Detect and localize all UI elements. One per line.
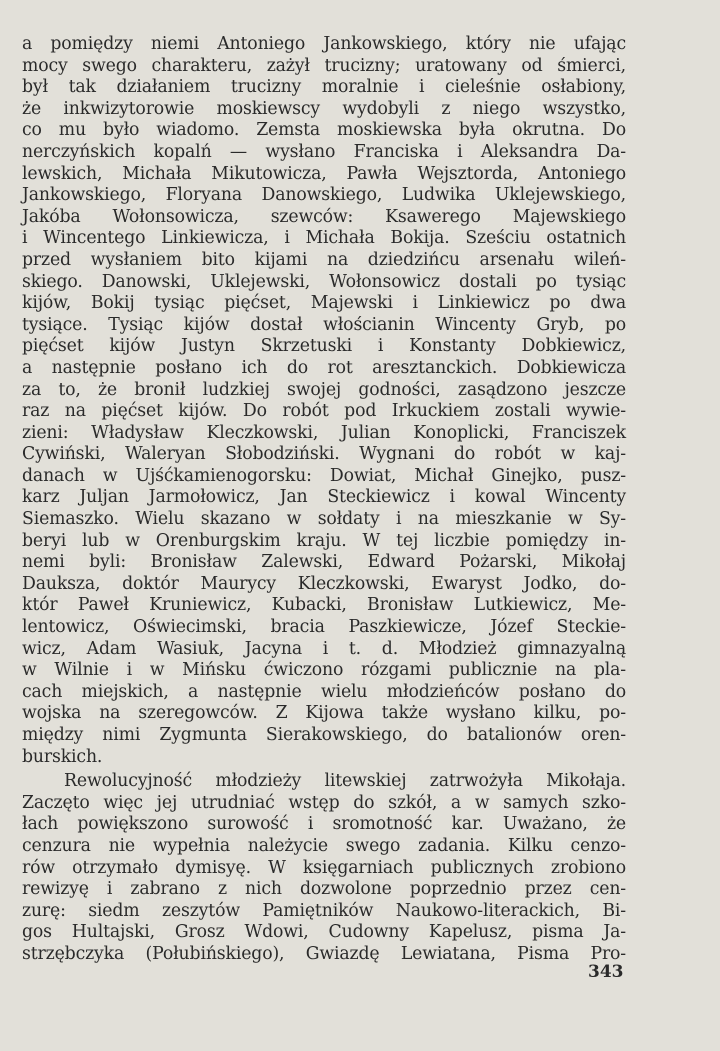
text-line: cach miejskich, a następnie wielu młodzieńców posłano do: [22, 681, 626, 702]
text-line: rów otrzymało dymisyę. W księgarniach publicznych zrobiono: [22, 857, 626, 878]
text-line: lewskich, Michała Mikutowicza, Pawła Wejsztorda, Antoniego: [22, 163, 626, 184]
text-line: Jankowskiego, Floryana Danowskiego, Ludwika Uklejewskiego,: [22, 185, 626, 206]
text-line: skiego. Danowski, Uklejewski, Wołonsowicz dostali po tysiąc: [22, 271, 626, 292]
text-line: Rewolucyjność młodzieży litewskiej zatrwożyła Mikołaja.: [64, 771, 626, 792]
text-line: a pomiędzy niemi Antoniego Jankowskiego, który nie ufając: [22, 34, 626, 54]
text-line: mocy swego charakteru, zażył trucizny; uratowany od śmierci,: [22, 55, 626, 76]
text-line: pięćset kijów Justyn Skrzetuski i Konstanty Dobkiewicz,: [22, 336, 626, 357]
text-line: był tak działaniem trucizny moralnie i cieleśnie osłabiony,: [22, 77, 626, 98]
text-line: raz na pięćset kijów. Do robót pod Irkuckiem zostali wywie-: [22, 401, 626, 422]
text-line: zurę: siedm zeszytów Pamiętników Naukowo-literackich, Bi-: [22, 900, 626, 921]
text-line: że inkwizytorowie moskiewscy wydobyli z niego wszystko,: [22, 98, 626, 119]
text-line: Cywiński, Waleryan Słobodziński. Wygnani do robót w kaj-: [22, 444, 626, 465]
text-line: wicz, Adam Wasiuk, Jacyna i t. d. Młodzież gimnazyalną: [22, 638, 626, 659]
text-line: i Wincentego Linkiewicza, i Michała Bokija. Sześciu ostatnich: [22, 228, 626, 249]
text-line: cenzura nie wypełnia należycie swego zadania. Kilku cenzo-: [22, 835, 626, 856]
text-line: któr Paweł Kruniewicz, Kubacki, Bronisław Lutkiewicz, Me-: [22, 595, 626, 616]
paragraph-2: [22, 771, 626, 965]
text-line: nerczyńskich kopalń — wysłano Franciska i Aleksandra Da-: [22, 141, 626, 162]
text-line: łach powiększono surowość i sromotność kar. Uważano, że: [22, 814, 626, 835]
text-line: tysiące. Tysiąc kijów dostał włościanin Wincenty Gryb, po: [22, 314, 626, 335]
text-line: wojska na szeregowców. Z Kijowa także wysłano kilku, po-: [22, 703, 626, 724]
text-line: przed wysłaniem bito kijami na dziedzińcu arsenału wileń-: [22, 249, 626, 270]
text-line: za to, że bronił ludzkiej swojej godności, zasądzono jeszcze: [22, 379, 626, 400]
text-line: beryi lub w Orenburgskim kraju. W tej liczbie pomiędzy in-: [22, 530, 626, 551]
page-number: 343: [588, 962, 624, 982]
text-line: Siemaszko. Wielu skazano w sołdaty i na mieszkanie w Sy-: [22, 509, 626, 530]
text-line: gos Hultajski, Grosz Wdowi, Cudowny Kapelusz, pisma Ja-: [22, 922, 626, 943]
text-line: danach w Ujśćkamienogorsku: Dowiat, Michał Ginejko, pusz-: [22, 465, 626, 486]
text-line: rewizyę i zabrano z nich dozwolone poprzednio przez cen-: [22, 879, 626, 900]
text-line: strzębczyka (Połubińskiego), Gwiazdę Lewiatana, Pisma Pro-: [22, 943, 626, 964]
text-line: Jakóba Wołonsowicza, szewców: Ksawerego Majewskiego: [22, 206, 626, 227]
text-line: Dauksza, doktór Maurycy Kleczkowski, Ewaryst Jodko, do-: [22, 573, 626, 594]
text-line: lentowicz, Oświecimski, bracia Paszkiewicze, Józef Steckie-: [22, 617, 626, 638]
text-line: Zaczęto więc jej utrudniać wstęp do szkół, a w samych szko-: [22, 792, 626, 813]
text-line: burskich.: [22, 746, 103, 767]
text-line: a następnie posłano ich do rot aresztanckich. Dobkiewicza: [22, 357, 626, 378]
text-line: między nimi Zygmunta Sierakowskiego, do batalionów oren-: [22, 725, 626, 745]
text-line: karz Juljan Jarmołowicz, Jan Steckiewicz i kowal Wincenty: [22, 487, 626, 508]
text-line: nemi byli: Bronisław Zalewski, Edward Pożarski, Mikołaj: [22, 552, 626, 573]
text-line: w Wilnie i w Mińsku ćwiczono rózgami publicznie na pla-: [22, 660, 626, 681]
text-line: zieni: Władysław Kleczkowski, Julian Konoplicki, Franciszek: [22, 422, 626, 443]
paragraph-1: [22, 34, 626, 768]
body-text: [22, 34, 626, 966]
text-line: kijów, Bokij tysiąc pięćset, Majewski i Linkiewicz po dwa: [22, 293, 626, 314]
text-line: co mu było wiadomo. Zemsta moskiewska była okrutna. Do: [22, 120, 626, 141]
